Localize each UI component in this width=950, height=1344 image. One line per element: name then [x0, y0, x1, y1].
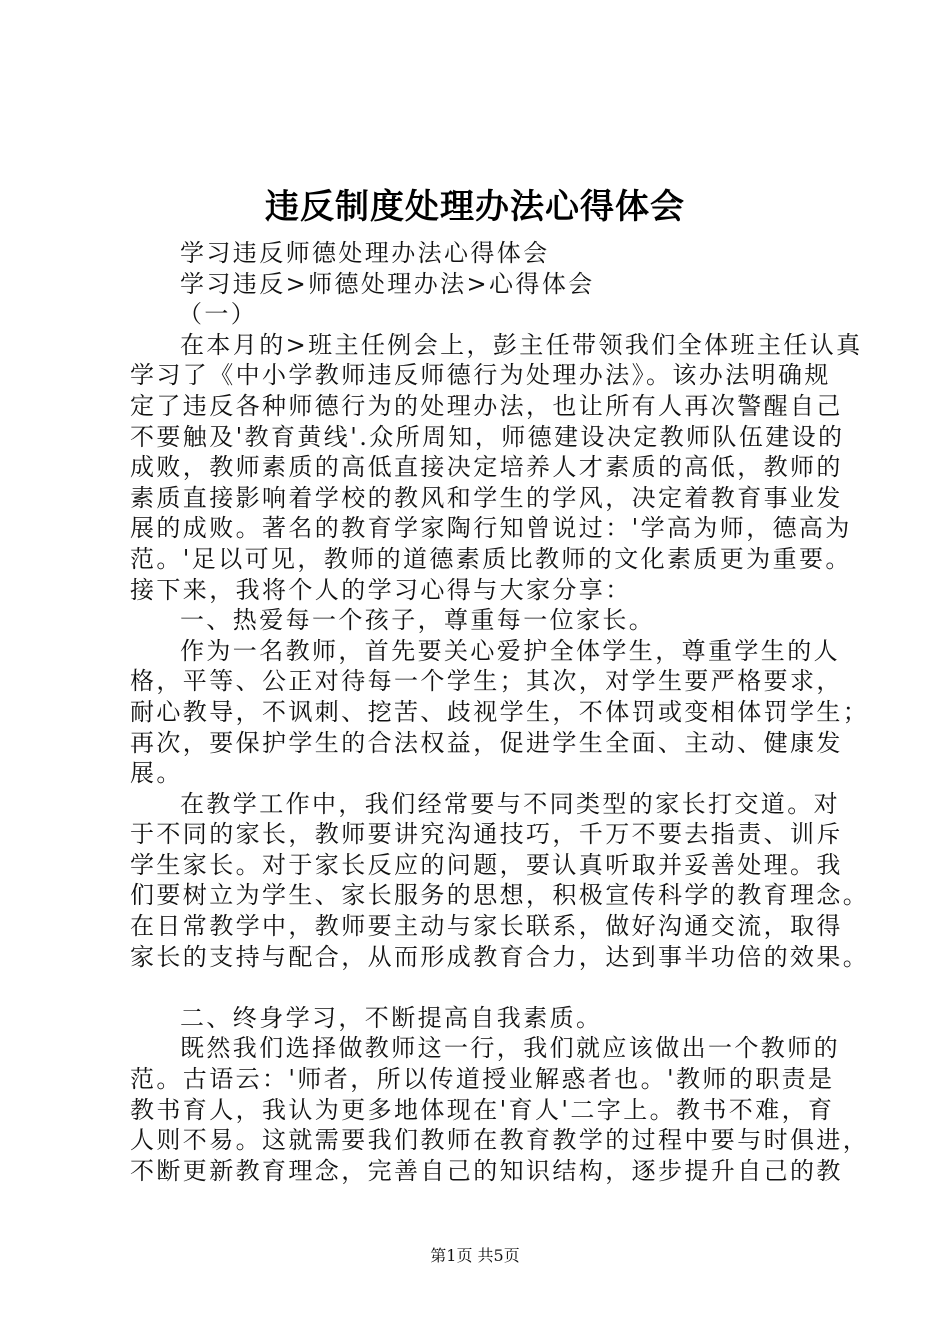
paragraph-line: 展。 — [130, 759, 183, 788]
paragraph-line: 在本月的>班主任例会上，彭主任带领我们全体班主任认真 — [180, 330, 863, 359]
paragraph-line: 家长的支持与配合，从而形成教育合力，达到事半功倍的效果。 — [130, 942, 870, 971]
paragraph-line: 耐心教导，不讽刺、挖苦、歧视学生，不体罚或变相体罚学生； — [130, 697, 870, 726]
paragraph-line: 们要树立为学生、家长服务的思想，积极宣传科学的教育理念。 — [130, 881, 870, 910]
section-heading: 二、终身学习，不断提高自我素质。 — [180, 1003, 603, 1032]
paragraph-line: 在日常教学中，教师要主动与家长联系，做好沟通交流，取得 — [130, 912, 843, 941]
paragraph-line: 于不同的家长，教师要讲究沟通技巧，千万不要去指责、训斥 — [130, 820, 843, 849]
paragraph-line: 既然我们选择做教师这一行，我们就应该做出一个教师的 — [180, 1034, 840, 1063]
paragraph-line: 格，平等、公正对待每一个学生；其次，对学生要严格要求， — [130, 667, 843, 696]
paragraph-line: 素质直接影响着学校的教风和学生的学风，决定着教育事业发 — [130, 483, 843, 512]
paragraph-line: 范。古语云：'师者，所以传道授业解惑者也。'教师的职责是 — [130, 1065, 835, 1094]
paragraph-line: 接下来，我将个人的学习心得与大家分享： — [130, 575, 632, 604]
section-heading: 一、热爱每一个孩子，尊重每一位家长。 — [180, 606, 656, 635]
page-number: 第1页 共5页 — [430, 1246, 520, 1265]
paragraph-line: 在教学工作中，我们经常要与不同类型的家长打交道。对 — [180, 789, 840, 818]
paragraph-line: 教书育人，我认为更多地体现在'育人'二字上。教书不难，育 — [130, 1095, 835, 1124]
paragraph-line: 不要触及'教育黄线'.众所周知，师德建设决定教师队伍建设的 — [130, 422, 845, 451]
paragraph-line: 不断更新教育理念，完善自己的知识结构，逐步提升自己的教 — [130, 1156, 843, 1185]
section-marker: （一） — [178, 300, 258, 329]
paragraph-line: 范。'足以可见，教师的道德素质比教师的文化素质更为重要。 — [130, 544, 852, 573]
paragraph-line: 学生家长。对于家长反应的问题，要认真听取并妥善处理。我 — [130, 850, 843, 879]
paragraph-line: 展的成败。著名的教育学家陶行知曾说过：'学高为师，德高为 — [130, 514, 852, 543]
blank-line — [130, 972, 830, 1003]
subtitle-line: 学习违反>师德处理办法>心得体会 — [180, 269, 595, 298]
paragraph-line: 再次，要保护学生的合法权益，促进学生全面、主动、健康发 — [130, 728, 843, 757]
paragraph-line: 人则不易。这就需要我们教师在教育教学的过程中要与时俱进， — [130, 1126, 870, 1155]
paragraph-line: 学习了《中小学教师违反师德行为处理办法》。该办法明确规 — [130, 361, 831, 390]
document-body — [130, 238, 870, 1186]
paragraph-line: 定了违反各种师德行为的处理办法，也让所有人再次警醒自己 — [130, 391, 843, 420]
paragraph-line: 成败，教师素质的高低直接决定培养人才素质的高低，教师的 — [130, 453, 843, 482]
paragraph-line: 作为一名教师，首先要关心爱护全体学生，尊重学生的人 — [180, 636, 840, 665]
document-title: 违反制度处理办法心得体会 — [265, 187, 685, 227]
subtitle-line: 学习违反师德处理办法心得体会 — [180, 239, 550, 267]
